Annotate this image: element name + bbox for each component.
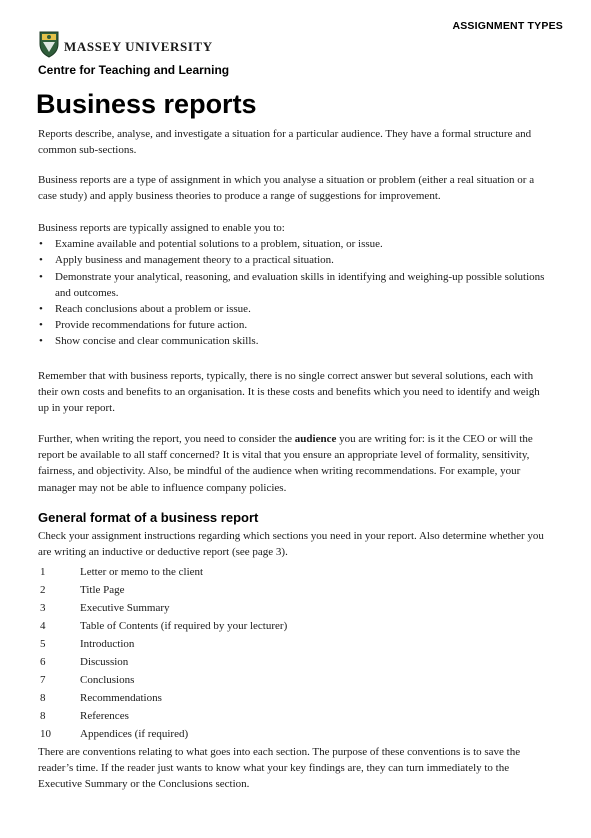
item-label: Appendices (if required) <box>80 728 189 740</box>
item-label: Recommendations <box>80 692 162 704</box>
list-item <box>38 563 287 581</box>
centre-name: Centre for Teaching and Learning <box>38 63 230 77</box>
item-label: Title Page <box>80 584 125 596</box>
list-item: • Demonstrate your analytical, reasoning, and evaluation skills in identifying and weighing-up possible solutions and outcomes. <box>38 269 553 301</box>
list-item <box>38 599 287 617</box>
intro-section <box>38 126 553 158</box>
format-heading: General format of a business report <box>38 510 259 525</box>
item-label: Letter or memo to the client <box>80 566 204 578</box>
costs-benefits-paragraph: Remember that with business reports, typically, there is no single correct answer but several solutions, each with their own costs and benefits to an organisation. It is these costs and benefits which you need to identify and weigh up in your report. <box>38 370 540 415</box>
audience-wrap <box>38 431 553 496</box>
intro-paragraph-2-wrap <box>38 172 553 204</box>
item-number: 10 <box>40 728 51 740</box>
crest-icon <box>38 30 60 63</box>
intro-paragraph-1: Reports describe, analyse, and investigate a situation for a particular audience. They have a formal structure and common sub-sections. <box>38 128 532 157</box>
page-title: Business reports <box>36 89 257 119</box>
audience-paragraph <box>38 431 553 496</box>
item-label: Executive Summary <box>80 602 170 614</box>
list-item: • Show concise and clear communication skills. <box>38 333 553 349</box>
item-label: Table of Contents (if required by your lecturer) <box>80 620 288 632</box>
list-item <box>38 581 287 599</box>
item-label: Discussion <box>80 656 129 668</box>
item-number: 8 <box>40 692 46 704</box>
list-item <box>38 707 287 725</box>
item-number: 5 <box>40 638 46 650</box>
item-number: 4 <box>40 620 46 632</box>
format-intro: Check your assignment instructions regarding which sections you need in your report. Also determine whether you are writing an inductive or deductive report (see page 3). <box>38 530 544 559</box>
item-number: 8 <box>40 710 46 722</box>
section-label: ASSIGNMENT TYPES <box>452 20 563 32</box>
list-item <box>38 653 287 671</box>
item-number: 2 <box>40 584 46 596</box>
list-item: • Provide recommendations for future action. <box>38 317 553 333</box>
item-number: 7 <box>40 674 46 686</box>
item-number: 6 <box>40 656 46 668</box>
costs-benefits-wrap <box>38 368 553 417</box>
closing-wrap <box>38 744 553 793</box>
audience-text-before: Further, when writing the report, you need to consider the <box>38 433 295 445</box>
list-item: • Examine available and potential solutions to a problem, situation, or issue. <box>38 236 553 252</box>
item-label: Introduction <box>80 638 135 650</box>
item-label: References <box>80 710 129 722</box>
list-item <box>38 617 287 635</box>
format-intro-wrap <box>38 528 553 560</box>
list-item <box>38 689 287 707</box>
closing-paragraph: There are conventions relating to what goes into each section. The purpose of these conventions is to save the reader’s time. If the reader just wants to know what your key findings are, they can turn immediately to the Executive Summary or the Conclusions section. <box>38 746 521 791</box>
purpose-list <box>38 236 553 349</box>
list-item: • Apply business and management theory to a practical situation. <box>38 252 553 268</box>
item-number: 1 <box>40 566 46 578</box>
list-item: • Reach conclusions about a problem or issue. <box>38 301 553 317</box>
intro-paragraph-2: Business reports are a type of assignment in which you analyse a situation or problem (either a real situation or a case study) and apply business theories to produce a range of suggestions for improvement. <box>38 174 535 203</box>
university-logo <box>38 30 213 63</box>
purpose-section <box>38 220 553 350</box>
purpose-intro: Business reports are typically assigned to enable you to: <box>38 222 285 234</box>
list-item <box>38 671 287 689</box>
item-number: 3 <box>40 602 46 614</box>
item-label: Conclusions <box>80 674 135 686</box>
university-name: MASSEY UNIVERSITY <box>64 38 213 54</box>
list-item <box>38 635 287 653</box>
audience-text-after: you are writing for: is it the CEO or will the report be available to all staff concerned? It is vital that you ensure an appropriate level of formality, sensitivity, fairness, and objectivity. Also, be mindful of the audience when writing recommendations. For example, your manager may not be able to influence company policies. <box>38 433 533 494</box>
list-item <box>38 725 287 743</box>
audience-keyword: audience <box>294 433 337 445</box>
format-section-list <box>38 563 287 743</box>
